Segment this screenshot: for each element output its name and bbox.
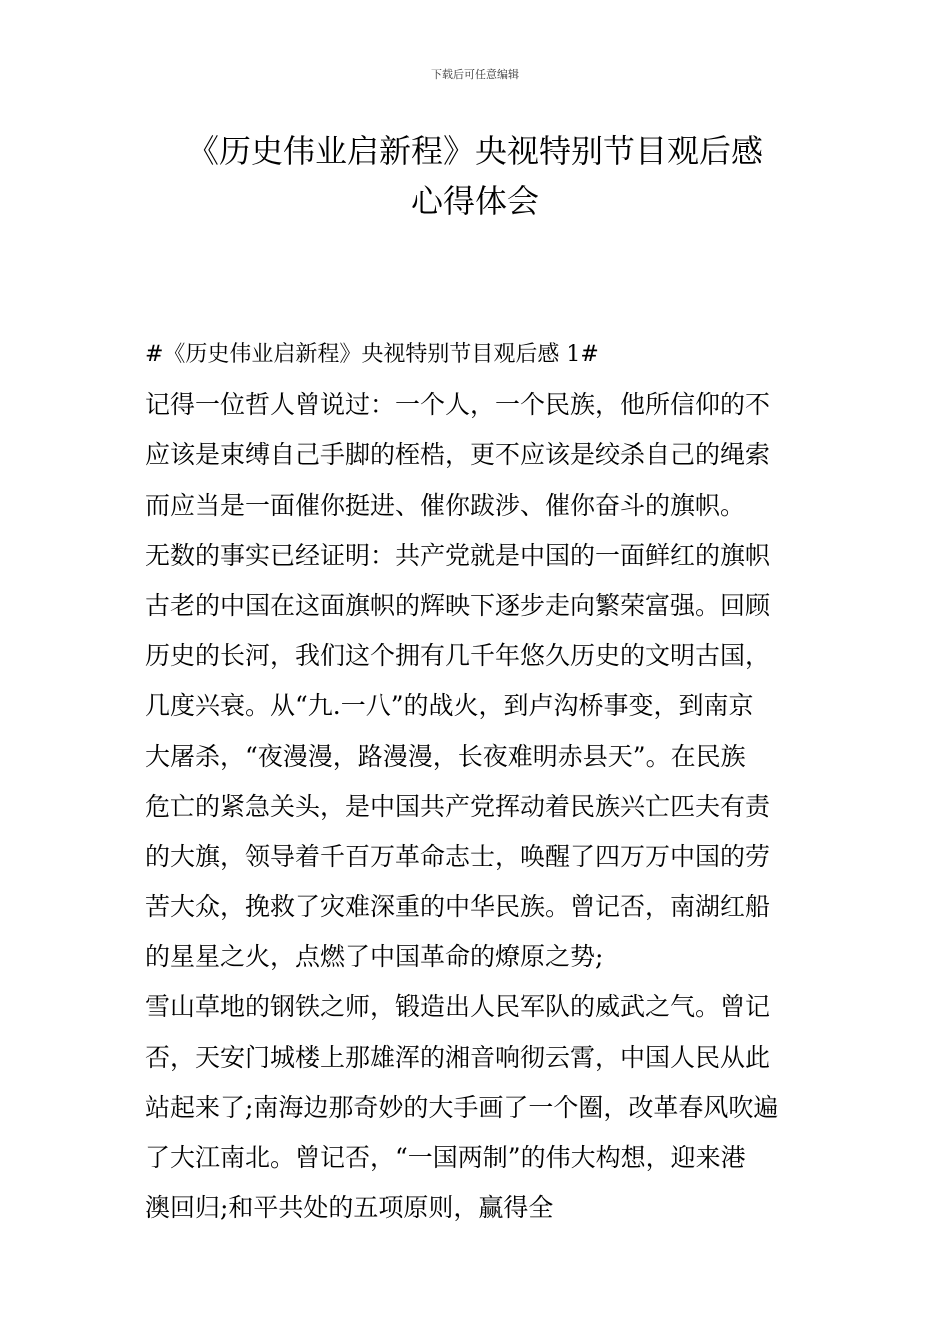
body-line: 古老的中国在这面旗帜的辉映下逐步走向繁荣富强。回顾 [145, 590, 771, 620]
body-line: 雪山草地的钢铁之师，锻造出人民军队的威武之气。曾记 [145, 992, 771, 1022]
document-body [145, 330, 810, 1233]
header-note: 下载后可任意编辑 [431, 68, 519, 81]
document-title [60, 126, 890, 226]
body-line: 几度兴衰。从“九.一八”的战火，到卢沟桥事变，到南京 [145, 691, 754, 721]
section-heading: #《历史伟业启新程》央视特别节目观后感 1# [145, 342, 599, 367]
body-line: 无数的事实已经证明：共产党就是中国的一面鲜红的旗帜 [145, 540, 771, 570]
body-line: 而应当是一面催你挺进、催你跋涉、催你奋斗的旗帜。 [145, 490, 746, 520]
title-line-1: 《历史伟业启新程》央视特别节目观后感 [186, 132, 763, 170]
body-line: 的星星之火，点燃了中国革命的燎原之势; [145, 942, 604, 972]
body-line: 历史的长河，我们这个拥有几千年悠久历史的文明古国， [145, 641, 771, 671]
body-line: 站起来了;南海边那奇妙的大手画了一个圈，改革春风吹遍 [145, 1092, 779, 1122]
body-line: 否，天安门城楼上那雄浑的湘音响彻云霄，中国人民从此 [145, 1042, 771, 1072]
body-line: 了大江南北。曾记否，“一国两制”的伟大构想，迎来港 [145, 1143, 746, 1172]
body-line: 澳回归;和平共处的五项原则，赢得全 [145, 1193, 554, 1223]
body-line: 大屠杀，“夜漫漫，路漫漫，长夜难明赤县天”。在民族 [145, 741, 746, 771]
body-line: 的大旗，领导着千百万革命志士，唤醒了四万万中国的劳 [145, 841, 771, 871]
body-line: 危亡的紧急关头，是中国共产党挥动着民族兴亡匹夫有责 [145, 791, 771, 821]
title-line-2: 心得体会 [410, 182, 539, 220]
body-line: 记得一位哲人曾说过：一个人，一个民族，他所信仰的不 [145, 390, 771, 420]
body-line: 应该是束缚自己手脚的桎梏，更不应该是绞杀自己的绳索 [145, 440, 771, 470]
body-line: 苦大众，挽救了灾难深重的中华民族。曾记否，南湖红船 [145, 892, 771, 922]
